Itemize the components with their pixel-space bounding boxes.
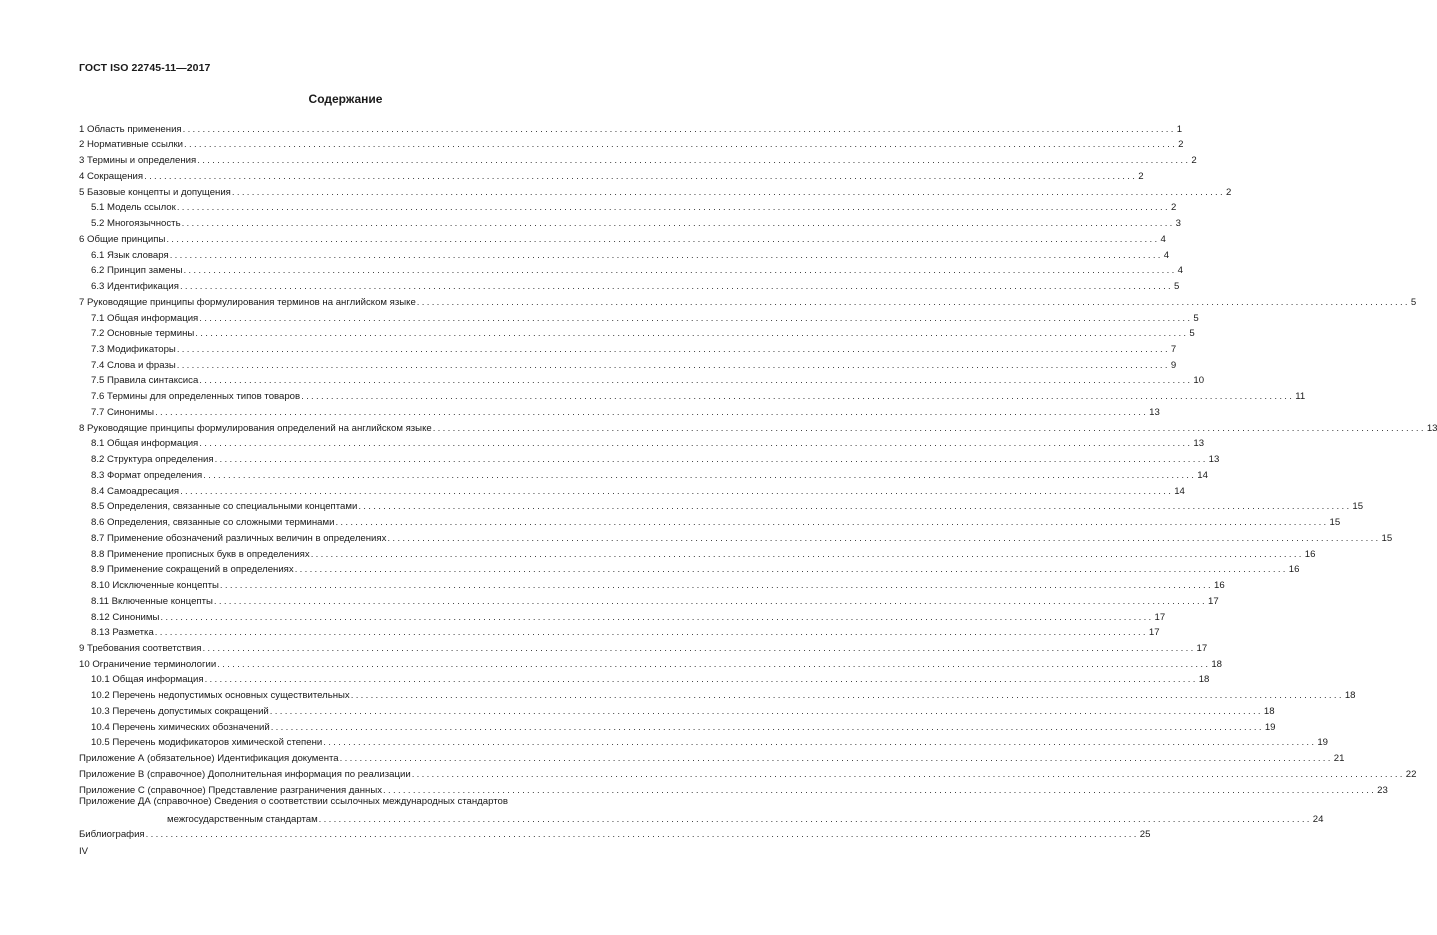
toc-entry-title: Приложение А (обязательное) Идентификация документа [79, 753, 339, 765]
toc-entry-title: 6.3 Идентификация [91, 281, 179, 293]
toc-entry[interactable] [79, 166, 1144, 182]
toc-entry-title: межгосударственным стандартам [167, 813, 318, 825]
toc-entry-title: 10.5 Перечень модификаторов химической степени [91, 737, 323, 749]
toc-leader-dots: ........................................................................................................................................................................................................ [195, 328, 1189, 340]
toc-entry-title: 8.6 Определения, связанные со сложными терминами [91, 517, 335, 529]
toc-entry-page: 17 [1207, 595, 1219, 607]
toc-entry-page: 18 [1211, 658, 1222, 670]
toc-leader-dots: ........................................................................................................................................................................................................ [231, 186, 1225, 198]
toc-entry-page: 15 [1352, 501, 1364, 513]
toc-entry-page: 7 [1170, 344, 1177, 356]
toc-leader-dots: ........................................................................................................................................................................................................ [213, 595, 1207, 607]
toc-entry-page: 25 [1139, 829, 1151, 841]
toc-entry-page: 16 [1304, 548, 1316, 560]
toc-entry-title: 2 Нормативные ссылки [79, 139, 184, 151]
toc-leader-dots: ........................................................................................................................................................................................................ [154, 627, 1148, 639]
toc-leader-dots: ........................................................................................................................................................................................................ [180, 485, 1174, 497]
table-of-contents [79, 119, 1437, 841]
toc-leader-dots: ........................................................................................................................................................................................................ [358, 501, 1352, 513]
toc-entry-title: 6.2 Принцип замены [91, 265, 183, 277]
toc-entry[interactable] [79, 670, 1210, 686]
toc-entry-page: 5 [1410, 296, 1417, 308]
toc-entry-page: 22 [1405, 768, 1417, 780]
toc-entry[interactable] [79, 434, 1205, 450]
toc-leader-dots: ........................................................................................................................................................................................................ [199, 375, 1193, 387]
toc-entry-title: 6 Общие принципы [79, 233, 166, 245]
toc-leader-dots: ........................................................................................................................................................................................................ [183, 265, 1177, 277]
toc-entry-page: 4 [1177, 265, 1183, 277]
toc-entry[interactable] [79, 245, 1170, 261]
toc-entry-page: 4 [1163, 249, 1170, 261]
toc-entry-title: 7.4 Слова и фразы [91, 359, 176, 371]
toc-entry-page: 16 [1288, 564, 1300, 576]
toc-leader-dots: ........................................................................................................................................................................................................ [176, 359, 1170, 371]
toc-entry-title: 9 Требования соответствия [79, 642, 202, 654]
toc-entry-title: 5.2 Многоязычность [91, 218, 181, 230]
toc-entry[interactable] [79, 449, 1220, 466]
toc-leader-dots: ........................................................................................................................................................................................................ [318, 813, 1312, 825]
toc-entry[interactable] [79, 418, 1437, 434]
toc-leader-dots: ........................................................................................................................................................................................................ [179, 281, 1174, 293]
toc-entry-page: 19 [1264, 721, 1276, 733]
toc-entry[interactable] [79, 512, 1341, 529]
toc-entry[interactable] [79, 733, 1329, 749]
toc-entry[interactable] [79, 528, 1393, 544]
toc-entry-title: 8.12 Синонимы [91, 611, 160, 623]
toc-entry-page: 10 [1193, 375, 1205, 387]
toc-entry-title: 8.8 Применение прописных букв в определениях [91, 548, 310, 560]
toc-entry[interactable] [79, 150, 1197, 167]
toc-leader-dots: ........................................................................................................................................................................................................ [145, 829, 1139, 841]
toc-leader-dots: ........................................................................................................................................................................................................ [176, 202, 1170, 214]
toc-entry[interactable] [79, 591, 1219, 607]
toc-entry-title: 8.9 Применение сокращений в определениях [91, 564, 294, 576]
toc-leader-dots: ........................................................................................................................................................................................................ [144, 170, 1138, 182]
toc-entry[interactable] [79, 213, 1181, 230]
toc-entry-title: 7.5 Правила синтаксиса [91, 375, 199, 387]
toc-entry-title: 6.1 Язык словаря [91, 249, 169, 261]
toc-entry-page: 5 [1189, 328, 1195, 340]
toc-entry[interactable] [79, 276, 1180, 293]
toc-entry-page: 2 [1170, 202, 1177, 214]
toc-entry-page: 14 [1174, 485, 1185, 497]
toc-leader-dots: ........................................................................................................................................................................................................ [339, 753, 1333, 765]
toc-entry[interactable] [79, 465, 1208, 481]
toc-entry-title: 8 Руководящие принципы формулирования определений на английском языке [79, 422, 432, 434]
toc-entry-title: 8.7 Применение обозначений различных величин в определениях [91, 532, 387, 544]
toc-entry-page: 17 [1148, 627, 1160, 639]
toc-entry[interactable] [79, 560, 1300, 576]
toc-entry[interactable] [79, 119, 1183, 135]
toc-entry-title: 7.2 Основные термины [91, 328, 195, 340]
toc-entry-page: 17 [1154, 611, 1166, 623]
toc-entry[interactable] [79, 544, 1316, 560]
toc-leader-dots: ........................................................................................................................................................................................................ [294, 564, 1288, 576]
toc-entry-page: 24 [1312, 813, 1324, 825]
toc-entry[interactable] [79, 229, 1166, 245]
toc-entry[interactable] [79, 701, 1275, 717]
toc-entry[interactable] [79, 182, 1232, 198]
toc-entry-title: 8.4 Самоадресация [91, 485, 180, 497]
toc-entry-page: 21 [1333, 753, 1345, 765]
toc-entry-page: 1 [1176, 123, 1183, 135]
toc-entry-title: 10.2 Перечень недопустимых основных существительных [91, 690, 350, 702]
toc-leader-dots: ........................................................................................................................................................................................................ [199, 312, 1193, 324]
toc-entry-page: 18 [1344, 690, 1356, 702]
toc-entry-title: 1 Область применения [79, 123, 182, 135]
toc-entry[interactable] [79, 386, 1306, 403]
toc-entry-page: 2 [1191, 155, 1197, 167]
toc-entry[interactable] [79, 654, 1222, 670]
toc-leader-dots: ........................................................................................................................................................................................................ [202, 642, 1196, 654]
toc-leader-dots: ........................................................................................................................................................................................................ [155, 406, 1149, 418]
toc-leader-dots: ........................................................................................................................................................................................................ [197, 155, 1191, 167]
toc-entry-page: 2 [1178, 139, 1184, 151]
toc-entry-page: 13 [1149, 406, 1160, 418]
toc-entry[interactable] [79, 261, 1183, 277]
toc-leader-dots: ........................................................................................................................................................................................................ [214, 454, 1208, 466]
toc-entry-page: 13 [1426, 422, 1437, 434]
toc-entry-title: 8.1 Общая информация [91, 438, 199, 450]
toc-entry[interactable] [79, 575, 1225, 592]
toc-leader-dots: ........................................................................................................................................................................................................ [310, 548, 1304, 560]
toc-entry-page: 3 [1175, 218, 1181, 230]
toc-entry-title: 4 Сокращения [79, 170, 144, 182]
toc-entry-page: 2 [1138, 170, 1144, 182]
toc-leader-dots: ........................................................................................................................................................................................................ [350, 690, 1344, 702]
toc-entry[interactable] [79, 402, 1160, 418]
toc-entry-page: 2 [1225, 186, 1232, 198]
toc-entry-title: 7.3 Модификаторы [91, 344, 176, 356]
toc-leader-dots: ........................................................................................................................................................................................................ [176, 344, 1170, 356]
toc-leader-dots: ........................................................................................................................................................................................................ [323, 737, 1317, 749]
toc-entry[interactable] [79, 339, 1177, 356]
toc-entry[interactable] [79, 638, 1208, 654]
toc-entry-title: 8.5 Определения, связанные со специальными концептами [91, 501, 358, 513]
toc-entry[interactable] [79, 481, 1185, 497]
toc-entry[interactable] [79, 198, 1177, 214]
toc-entry-title: 8.2 Структура определения [91, 454, 214, 466]
toc-entry-page: 4 [1160, 233, 1166, 245]
toc-entry-title: 5 Базовые концепты и допущения [79, 186, 231, 198]
toc-entry[interactable] [79, 748, 1345, 765]
toc-leader-dots: ........................................................................................................................................................................................................ [199, 438, 1193, 450]
toc-entry[interactable] [79, 764, 1417, 780]
toc-leader-dots: ........................................................................................................................................................................................................ [169, 249, 1163, 261]
toc-entry-page: 17 [1196, 642, 1208, 654]
toc-entry[interactable] [79, 717, 1276, 733]
toc-leader-dots: ........................................................................................................................................................................................................ [204, 674, 1198, 686]
toc-entry-title: 8.13 Разметка [91, 627, 154, 639]
toc-entry-page: 13 [1208, 454, 1220, 466]
toc-entry-page: 5 [1193, 312, 1199, 324]
toc-entry-page: 23 [1377, 784, 1388, 796]
toc-entry-line2 [79, 809, 1324, 825]
toc-entry[interactable] [79, 780, 1388, 796]
toc-entry-title: 10.1 Общая информация [91, 674, 204, 686]
toc-leader-dots: ........................................................................................................................................................................................................ [166, 233, 1160, 245]
toc-entry[interactable] [79, 355, 1177, 371]
toc-entry-title: 10.4 Перечень химических обозначений [91, 721, 270, 733]
toc-entry-title: 7 Руководящие принципы формулирования терминов на английском языке [79, 296, 416, 308]
toc-entry-title: 7.7 Синонимы [91, 406, 155, 418]
toc-entry[interactable] [79, 497, 1364, 513]
toc-entry-title: 5.1 Модель ссылок [91, 202, 176, 214]
toc-leader-dots: ........................................................................................................................................................................................................ [270, 721, 1264, 733]
toc-leader-dots: ........................................................................................................................................................................................................ [416, 296, 1410, 308]
toc-entry-title: 10.3 Перечень допустимых сокращений [91, 705, 269, 717]
toc-entry-title: 8.11 Включенные концепты [91, 595, 213, 607]
toc-leader-dots: ........................................................................................................................................................................................................ [411, 768, 1405, 780]
toc-entry-page: 18 [1198, 674, 1210, 686]
toc-entry-page: 11 [1295, 391, 1306, 403]
toc-entry-title: 8.3 Формат определения [91, 469, 203, 481]
toc-entry-page: 9 [1170, 359, 1177, 371]
toc-entry-page: 15 [1329, 517, 1341, 529]
toc-entry-title: Приложение В (справочное) Дополнительная информация по реализации [79, 768, 411, 780]
toc-list [79, 119, 1437, 796]
toc-entry-page: 19 [1317, 737, 1329, 749]
toc-entry-title: Приложение С (справочное) Представление разграничения данных [79, 784, 383, 796]
toc-entry-bibliography[interactable] [79, 825, 1151, 841]
toc-entry[interactable] [79, 292, 1417, 308]
toc-leader-dots: ........................................................................................................................................................................................................ [383, 784, 1377, 796]
toc-entry[interactable] [79, 685, 1356, 702]
toc-entry-title: 7.1 Общая информация [91, 312, 199, 324]
page-title: Содержание [308, 92, 383, 106]
toc-leader-dots: ........................................................................................................................................................................................................ [219, 580, 1213, 592]
toc-entry-page: 5 [1174, 281, 1180, 293]
toc-entry-appendix-da[interactable] [79, 795, 1324, 825]
toc-entry-title: 3 Термины и определения [79, 155, 197, 167]
toc-entry[interactable] [79, 371, 1205, 387]
toc-entry-title: Библиография [79, 829, 145, 841]
page-number-footer: IV [79, 846, 89, 857]
toc-leader-dots: ........................................................................................................................................................................................................ [335, 517, 1329, 529]
toc-entry-page: 15 [1381, 532, 1393, 544]
toc-leader-dots: ........................................................................................................................................................................................................ [182, 123, 1176, 135]
toc-entry[interactable] [79, 623, 1160, 639]
toc-leader-dots: ........................................................................................................................................................................................................ [432, 422, 1426, 434]
toc-entry[interactable] [79, 324, 1195, 340]
toc-leader-dots: ........................................................................................................................................................................................................ [387, 532, 1381, 544]
toc-entry-title: 10 Ограничение терминологии [79, 658, 217, 670]
toc-leader-dots: ........................................................................................................................................................................................................ [184, 139, 1178, 151]
toc-entry-page: 13 [1193, 438, 1205, 450]
toc-leader-dots: ........................................................................................................................................................................................................ [203, 469, 1197, 481]
document-header: ГОСТ ISO 22745-11—2017 [79, 62, 211, 74]
toc-leader-dots: ........................................................................................................................................................................................................ [301, 391, 1295, 403]
toc-entry-title: 8.10 Исключенные концепты [91, 580, 219, 592]
toc-entry-page: 18 [1263, 705, 1275, 717]
toc-leader-dots: ........................................................................................................................................................................................................ [217, 658, 1211, 670]
toc-leader-dots: ........................................................................................................................................................................................................ [160, 611, 1154, 623]
toc-entry-line1: Приложение ДА (справочное) Сведения о соответствии ссылочных международных стандартов [79, 795, 508, 807]
toc-leader-dots: ........................................................................................................................................................................................................ [181, 218, 1175, 230]
toc-entry-title: 7.6 Термины для определенных типов товаров [91, 391, 301, 403]
toc-entry[interactable] [79, 308, 1199, 324]
toc-leader-dots: ........................................................................................................................................................................................................ [269, 705, 1263, 717]
toc-entry[interactable] [79, 135, 1184, 151]
toc-entry[interactable] [79, 607, 1166, 623]
toc-entry-page: 14 [1197, 469, 1208, 481]
toc-entry-page: 16 [1213, 580, 1225, 592]
